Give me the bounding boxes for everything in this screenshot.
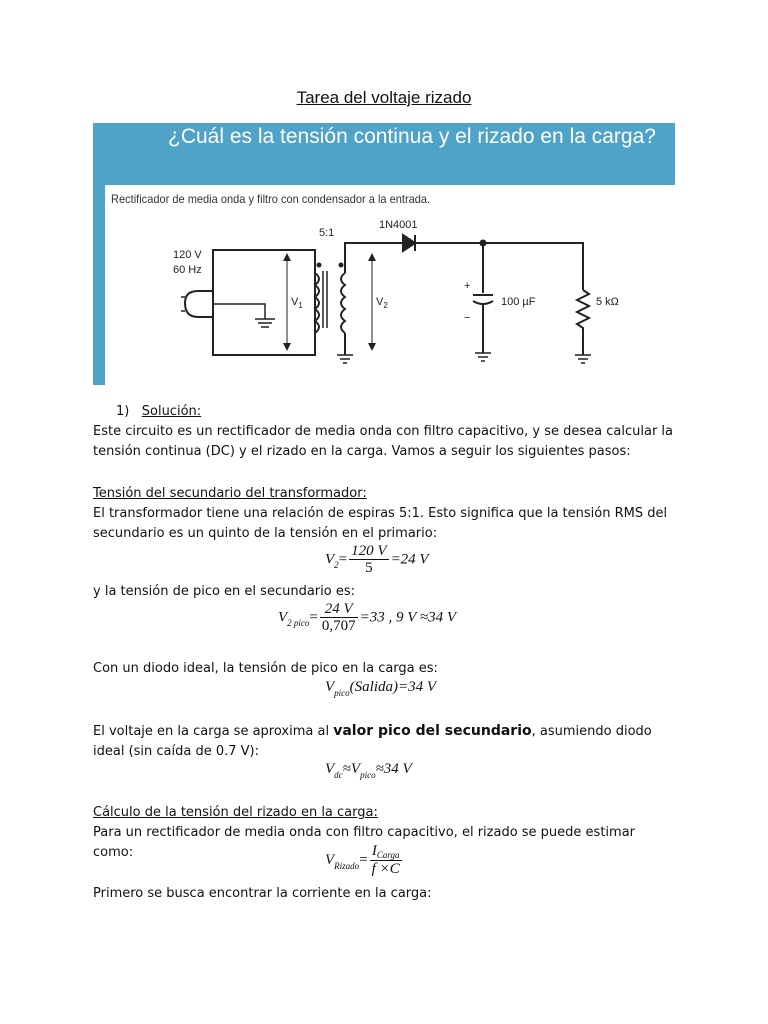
label-v2: $V_2$: [376, 296, 388, 310]
label-diode: 1N4001: [379, 219, 418, 231]
intro-paragraph: Este circuito es un rectificador de media onda con filtro capacitivo, y se desea calcular la tensión continua (DC) y el rizado en la carga. Vamos a seguir los siguientes pasos:: [93, 424, 673, 459]
final-paragraph: Primero se busca encontrar la corriente en la carga:: [93, 886, 432, 901]
label-capacitor: 100 µF: [501, 296, 536, 308]
circuit-figure: [93, 123, 675, 385]
diode-paragraph: Con un diodo ideal, la tensión de pico en la carga es:: [93, 661, 438, 676]
figure-question: ¿Cuál es la tensión continua y el rizado en la carga?: [168, 125, 656, 148]
label-source-frequency: 60 Hz: [173, 264, 202, 276]
label-resistor: 5 kΩ: [596, 296, 619, 308]
label-source-voltage: 120 V: [173, 249, 202, 261]
document-title: Tarea del voltaje rizado: [296, 88, 472, 107]
label-turns-ratio: 5:1: [319, 227, 335, 239]
load-paragraph: El voltaje en la carga se aproxima al valor pico del secundario, asumiendo diodo ideal (sin caída de 0.7 V):: [93, 723, 652, 759]
equation-v-dc: $V_{dc}\approx V_{pico}\approx 34$ V: [325, 761, 412, 780]
label-cap-plus: +: [464, 280, 471, 292]
section1-heading: Tensión del secundario del transformador:: [93, 486, 367, 501]
section1-paragraph: El transformador tiene una relación de espiras 5:1. Esto significa que la tensión RMS del secundario es un quinto de la tensión en el primario:: [93, 506, 668, 541]
equation-v-rizado: $V_{Rizado}=$ $\frac{I_{Carga}}{f \times C}$: [325, 843, 400, 877]
equation-v-pico-salida: $V_{pico}(Salida)=34$ V: [325, 679, 437, 698]
section2-paragraph: Para un rectificador de media onda con filtro capacitivo, el rizado se puede estimar como:: [93, 825, 636, 860]
peak-paragraph: y la tensión de pico en el secundario es:: [93, 584, 355, 599]
label-v1: $V_1$: [291, 296, 303, 310]
section2-heading: Cálculo de la tensión del rizado en la carga:: [93, 805, 378, 820]
equation-v2-peak: $V_{2 pico}=$ $\frac{24 V}{0,707}$ =33 , 9 V ≈34 V: [278, 601, 457, 634]
circuit-diagram: [93, 123, 675, 385]
solution-heading: 1) Solución:: [116, 404, 202, 419]
label-cap-minus: −: [464, 312, 471, 324]
figure-caption: Rectificador de media onda y filtro con condensador a la entrada.: [111, 192, 431, 206]
equation-v2-rms: $V_2=$ $\frac{120 V}{5}$ =24 V: [325, 543, 429, 576]
